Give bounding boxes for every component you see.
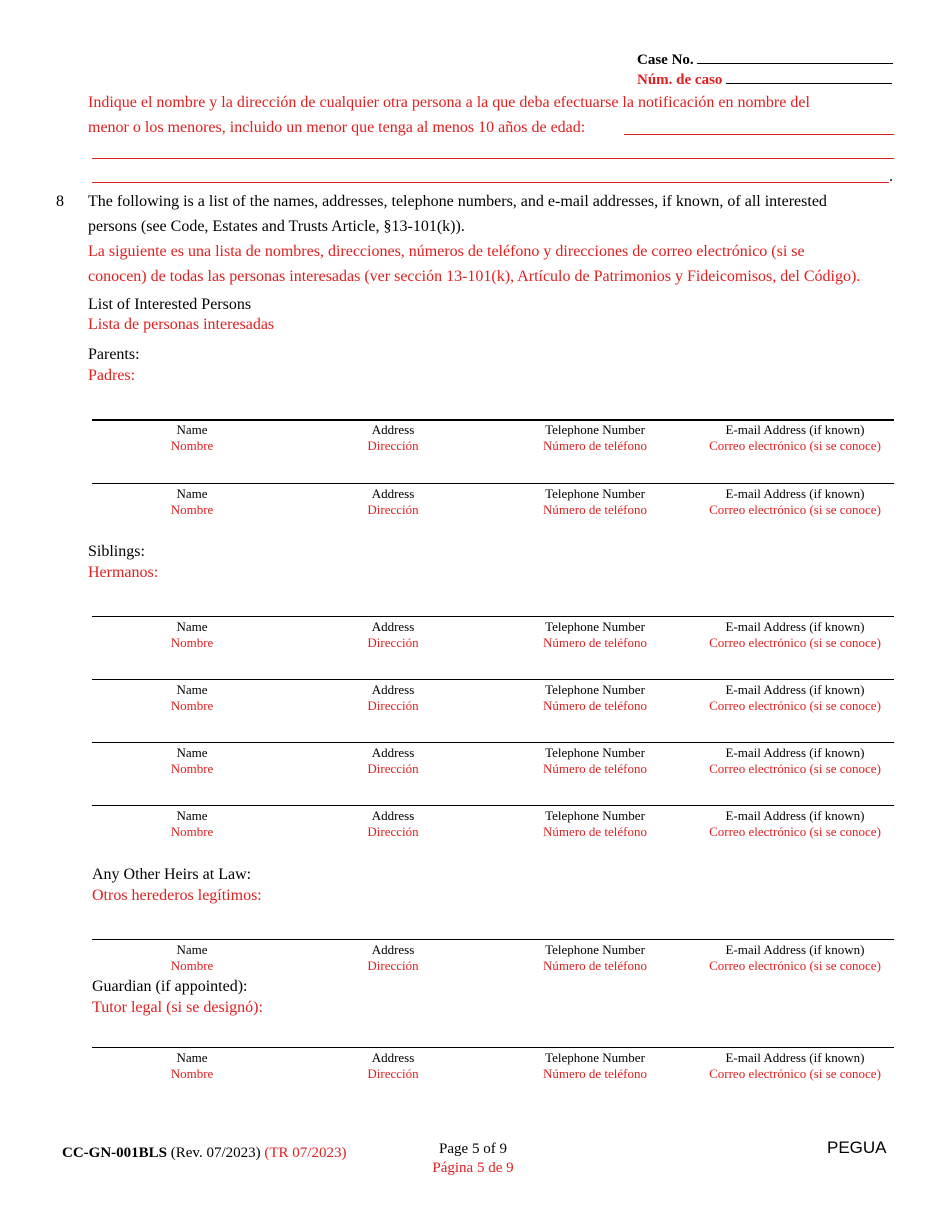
column-label-address-en: Address (371, 745, 415, 760)
case-no-label-es: Núm. de caso (637, 72, 723, 88)
case-no-row (637, 52, 893, 69)
item8-es-line-2: conocen) de todas las personas interesadas (ver sección 13-101(k), Artículo de Patrimonios y Fideicomisos, del Código). (88, 268, 861, 285)
column-label-name-en: Name (176, 942, 208, 957)
entry-line[interactable] (92, 805, 894, 806)
column-label-name-es: Nombre (170, 958, 214, 973)
column-label-telephone-es: Número de teléfono (543, 502, 647, 517)
column-label-address-en: Address (371, 942, 415, 957)
column-label-email-es: Correo electrónico (si se conoce) (709, 635, 881, 650)
entry-line[interactable] (92, 419, 894, 421)
column-label-telephone-en: Telephone Number (545, 1050, 645, 1065)
column-label-name (92, 422, 292, 454)
column-label-email-es: Correo electrónico (si se conoce) (709, 958, 881, 973)
column-label-name-es: Nombre (170, 761, 214, 776)
column-label-address (293, 422, 493, 454)
notice-fill-line-1[interactable] (624, 134, 894, 135)
notice-fill-line-3[interactable] (92, 182, 889, 183)
column-label-address-es: Dirección (367, 958, 419, 973)
column-label-name-en: Name (176, 745, 208, 760)
column-label-telephone (495, 745, 695, 777)
column-label-name (92, 682, 292, 714)
column-label-name (92, 745, 292, 777)
column-label-email-es: Correo electrónico (si se conoce) (709, 824, 881, 839)
notice-line-1: Indique el nombre y la dirección de cualquier otra persona a la que deba efectuarse la notificación en nombre del (88, 94, 810, 111)
section-parents: Parents: (88, 346, 140, 363)
column-label-address-en: Address (371, 619, 415, 634)
column-label-name-es: Nombre (170, 1066, 214, 1081)
item8-paragraph-es (88, 239, 903, 289)
column-label-address-es: Dirección (367, 438, 419, 453)
column-label-email-en: E-mail Address (if known) (725, 808, 865, 823)
list-title: List of Interested Persons (88, 296, 252, 313)
column-label-telephone-es: Número de teléfono (543, 635, 647, 650)
column-label-address-en: Address (371, 808, 415, 823)
column-label-address-es: Dirección (367, 698, 419, 713)
column-label-telephone-en: Telephone Number (545, 682, 645, 697)
column-label-telephone (495, 808, 695, 840)
column-label-telephone-en: Telephone Number (545, 619, 645, 634)
column-label-email-es: Correo electrónico (si se conoce) (709, 698, 881, 713)
entry-line[interactable] (92, 939, 894, 940)
column-label-name-en: Name (176, 1050, 208, 1065)
column-label-name-en: Name (176, 619, 208, 634)
column-label-name-en: Name (176, 682, 208, 697)
item-number: 8 (56, 193, 64, 210)
column-label-name-es: Nombre (170, 698, 214, 713)
column-label-address-en: Address (371, 486, 415, 501)
column-label-telephone-en: Telephone Number (545, 808, 645, 823)
column-label-telephone-es: Número de teléfono (543, 438, 647, 453)
column-label-address (293, 745, 493, 777)
column-label-telephone-en: Telephone Number (545, 745, 645, 760)
column-label-address-en: Address (371, 1050, 415, 1065)
column-label-name-en: Name (176, 808, 208, 823)
column-label-email-en: E-mail Address (if known) (725, 745, 865, 760)
column-label-email (695, 942, 895, 974)
column-label-telephone (495, 486, 695, 518)
column-label-address-es: Dirección (367, 761, 419, 776)
entry-line[interactable] (92, 679, 894, 680)
form-id: CC-GN-001BLS (62, 1145, 168, 1161)
item8-en-line-2: persons (see Code, Estates and Trusts Article, §13-101(k)). (88, 218, 465, 235)
column-label-name (92, 942, 292, 974)
entry-line[interactable] (92, 742, 894, 743)
section-siblings: Siblings: (88, 543, 145, 560)
column-label-address-es: Dirección (367, 502, 419, 517)
column-label-email-en: E-mail Address (if known) (725, 942, 865, 957)
column-label-telephone (495, 422, 695, 454)
column-label-email (695, 1050, 895, 1082)
column-label-telephone-es: Número de teléfono (543, 1066, 647, 1081)
column-label-name-es: Nombre (170, 824, 214, 839)
column-label-email (695, 745, 895, 777)
column-label-address (293, 808, 493, 840)
case-no-field[interactable] (697, 63, 893, 64)
column-label-email-en: E-mail Address (if known) (725, 486, 865, 501)
item8-es-line-1: La siguiente es una lista de nombres, direcciones, números de teléfono y direcciones de correo electrónico (si se (88, 243, 805, 260)
column-label-telephone-en: Telephone Number (545, 942, 645, 957)
column-label-email (695, 682, 895, 714)
pegua-label: PEGUA (827, 1138, 887, 1157)
column-label-address (293, 942, 493, 974)
page-number-es: Página 5 de 9 (432, 1160, 514, 1176)
page-number (373, 1140, 573, 1178)
column-label-name-es: Nombre (170, 502, 214, 517)
column-label-telephone-es: Número de teléfono (543, 958, 647, 973)
column-label-email-en: E-mail Address (if known) (725, 682, 865, 697)
column-label-email (695, 486, 895, 518)
column-label-telephone-es: Número de teléfono (543, 761, 647, 776)
column-label-email-es: Correo electrónico (si se conoce) (709, 438, 881, 453)
column-label-telephone-es: Número de teléfono (543, 824, 647, 839)
column-label-telephone-en: Telephone Number (545, 486, 645, 501)
column-label-name-en: Name (176, 486, 208, 501)
column-label-address (293, 682, 493, 714)
column-label-name (92, 619, 292, 651)
column-label-telephone (495, 682, 695, 714)
column-label-telephone (495, 942, 695, 974)
column-label-email (695, 808, 895, 840)
column-label-telephone (495, 619, 695, 651)
column-label-address-en: Address (371, 422, 415, 437)
column-label-name (92, 808, 292, 840)
column-label-address-en: Address (371, 682, 415, 697)
case-no-label: Case No. (637, 52, 694, 68)
entry-line[interactable] (92, 1047, 894, 1048)
column-label-name (92, 1050, 292, 1082)
column-label-name-es: Nombre (170, 635, 214, 650)
column-label-email-en: E-mail Address (if known) (725, 422, 865, 437)
form-rev: (Rev. 07/2023) (170, 1145, 261, 1161)
column-label-email-en: E-mail Address (if known) (725, 1050, 865, 1065)
notice-line-2: menor o los menores, incluido un menor que tenga al menos 10 años de edad: (88, 119, 586, 136)
column-label-telephone-es: Número de teléfono (543, 698, 647, 713)
entry-line[interactable] (92, 483, 894, 484)
item8-en-line-1: The following is a list of the names, addresses, telephone numbers, and e-mail addresses, if known, of all interested (88, 193, 827, 210)
column-label-email (695, 422, 895, 454)
section-heirs-es: Otros herederos legítimos: (92, 887, 262, 904)
column-label-email (695, 619, 895, 651)
column-label-address (293, 619, 493, 651)
column-label-telephone-en: Telephone Number (545, 422, 645, 437)
column-label-email-en: E-mail Address (if known) (725, 619, 865, 634)
column-label-name-es: Nombre (170, 438, 214, 453)
column-label-address-es: Dirección (367, 824, 419, 839)
column-label-name (92, 486, 292, 518)
column-label-address-es: Dirección (367, 635, 419, 650)
column-label-email-es: Correo electrónico (si se conoce) (709, 502, 881, 517)
notice-paragraph (88, 90, 898, 140)
form-tr: (TR 07/2023) (264, 1145, 347, 1161)
column-label-name-en: Name (176, 422, 208, 437)
column-label-telephone (495, 1050, 695, 1082)
case-no-field-es (726, 83, 892, 84)
column-label-email-es: Correo electrónico (si se conoce) (709, 1066, 881, 1081)
column-label-address-es: Dirección (367, 1066, 419, 1081)
notice-fill-line-2[interactable] (92, 158, 894, 159)
column-label-address (293, 486, 493, 518)
section-guardian: Guardian (if appointed): (92, 978, 248, 995)
section-heirs: Any Other Heirs at Law: (92, 866, 252, 883)
list-title-es: Lista de personas interesadas (88, 316, 275, 333)
section-guardian-es: Tutor legal (si se designó): (92, 999, 263, 1016)
notice-period: . (889, 168, 893, 185)
section-parents-es: Padres: (88, 367, 136, 384)
column-label-address (293, 1050, 493, 1082)
item8-paragraph-en (88, 189, 903, 239)
page-number-en: Page 5 of 9 (439, 1141, 507, 1157)
case-no-row-es (637, 72, 892, 89)
column-label-email-es: Correo electrónico (si se conoce) (709, 761, 881, 776)
form-id-line (62, 1145, 346, 1162)
section-siblings-es: Hermanos: (88, 564, 159, 581)
entry-line[interactable] (92, 616, 894, 617)
